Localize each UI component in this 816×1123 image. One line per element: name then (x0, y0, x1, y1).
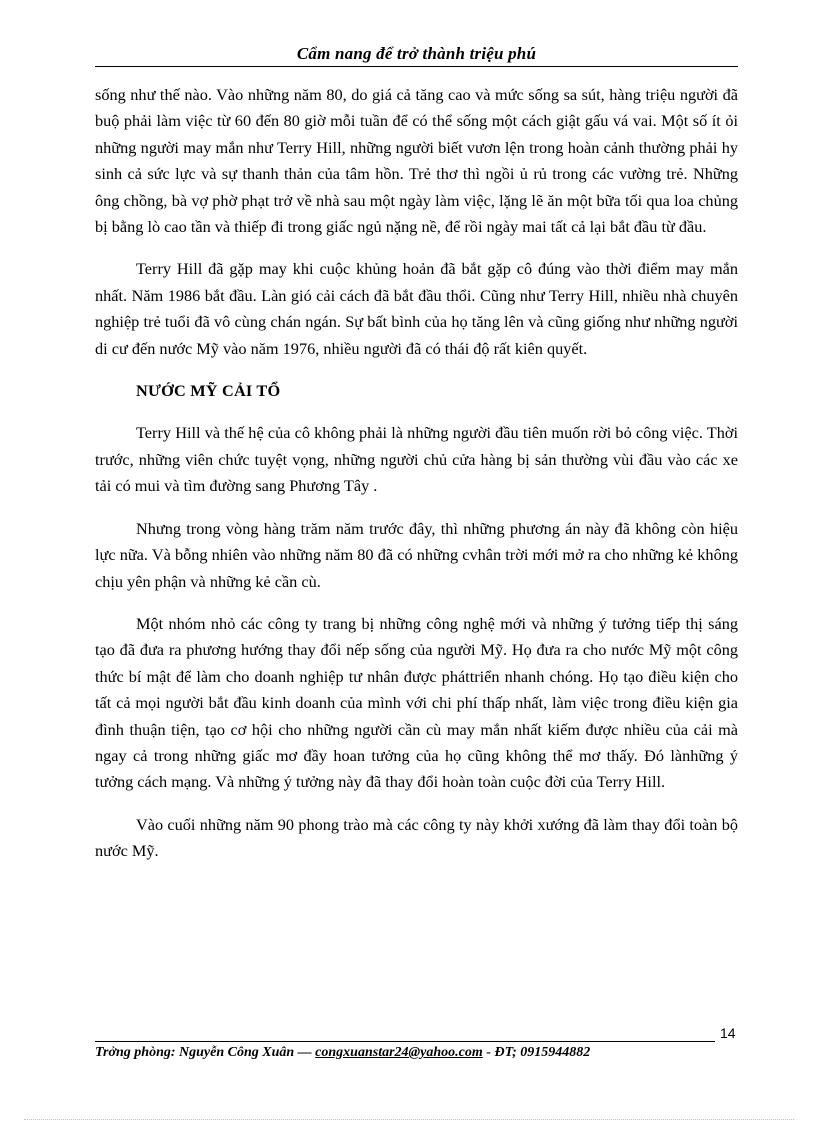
page-footer (95, 1044, 738, 1062)
footer-divider (95, 1041, 715, 1042)
section-heading: NƯỚC MỸ CẢI TỔ (136, 381, 281, 401)
paragraph-continuation: sống như thế nào. Vào những năm 80, do giá cả tăng cao và mức sống sa sút, hàng triệu người đã buộ phải làm việc từ 60 đến 80 giờ mỗi tuần để có thể sống một cách giật gấu vá vai. Một số ít ỏi những người may mắn như Terry Hill, những người biết vươn lện trong hoàn cảnh thường phải hy sinh cả sức lực và sự thanh thản của tâm hồn. Trẻ thơ thì ngồi ủ rủ trong các vường trẻ. Những ông chồng, bà vợ phờ phạt trở về nhà sau một ngày làm việc, lặng lẽ ăn một bữa tối qua loa chủng bị bằng lò cao tần và thiếp đi trong giấc ngủ nặng nề, để rồi ngày mai tất cả lại bắt đầu từ đầu. (95, 85, 738, 237)
footer-email-link[interactable]: congxuanstar24@yahoo.com (315, 1045, 483, 1060)
body-text (95, 82, 738, 881)
paragraph-late-90s: Vào cuối những năm 90 phong trào mà các công ty này khởi xướng đã làm thay đổi toàn bộ nước Mỹ. (95, 814, 738, 861)
page-header (95, 42, 738, 67)
page-number: 14 (720, 1025, 736, 1041)
header-title: Cẩm nang để trở thành triệu phú (296, 44, 537, 63)
footer-phone: - ĐT; 0915944882 (486, 1045, 591, 1060)
footer-author: Trởng phòng: Nguyễn Công Xuân — (95, 1045, 312, 1060)
paragraph-companies: Một nhóm nhỏ các công ty trang bị những công nghệ mới và những ý tưởng tiếp thị sáng tạo đã đưa ra phương hướng thay đổi nếp sống của người Mỹ. Họ đưa ra cho nước Mỹ một công thức bí mật để làm cho doanh nghiệp tư nhân được pháttriển nhanh chóng. Họ tạo điều kiện cho tất cả mọi người bắt đầu kinh doanh của mình với chi phí thấp nhất, làm việc trong điều kiện gia đình thuận tiện, tạo cơ hội cho những người cần cù may mắn nhất kiếm được nhiều của cải mà ngay cả trong những giấc mơ đầy hoan tưởng của họ cũng không thể mơ thấy. Đó lànhững ý tưởng cách mạng. Và những ý tưởng này đã thay đổi hoàn toàn cuộc đời của Terry Hill. (95, 613, 738, 792)
paragraph-generation: Terry Hill và thế hệ của cô không phải là những người đầu tiên muốn rời bỏ công việc. Thời trước, những viên chức tuyệt vọng, những người chủ cửa hàng bị sản thường vùi đầu vào các xe tải có mui và tìm đường sang Phương Tây . (95, 423, 738, 496)
page-edge-divider (24, 1119, 794, 1120)
paragraph-new-horizons: Nhưng trong vòng hàng trăm năm trước đây, thì những phương án này đã không còn hiệu lực nữa. Và bỗng nhiên vào những năm 80 đã có những cvhân trời mới mở ra cho những kẻ không chịu yên phận và những kẻ cần cù. (95, 518, 738, 591)
paragraph-terry-hill-luck: Terry Hill đã gặp may khi cuộc khủng hoản đã bắt gặp cô đúng vào thời điểm may mắn nhất. Năm 1986 bắt đầu. Làn gió cải cách đã bắt đầu thổi. Cũng như Terry Hill, nhiều nhà chuyên nghiệp trẻ tuổi đã vô cùng chán ngán. Sự bất bình của họ tăng lên và cũng giống như những người di cư đến nước Mỹ vào năm 1976, nhiều người đã có thái độ rất kiên quyết. (95, 259, 738, 358)
